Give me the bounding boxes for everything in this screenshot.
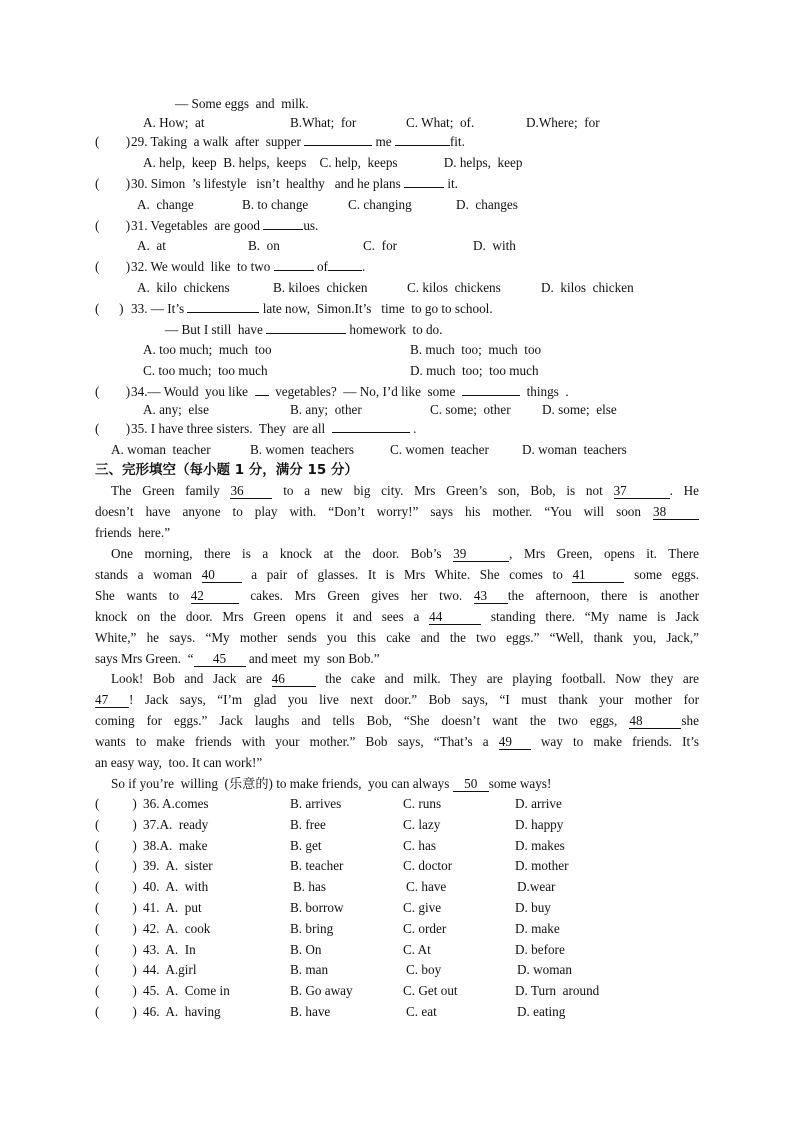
q35-blank[interactable] xyxy=(332,432,410,433)
passage-line-7: knock on the door. Mrs Green opens it and sees a 44 standing there. “My name is Jack xyxy=(95,609,699,624)
cloze-question-option-c: C. runs xyxy=(403,796,442,811)
passage-line-13: wants to make friends with your mother.” Bob says, “That’s a 49 way to make friends. It’s xyxy=(95,734,700,749)
q34-option-c: C. some; other xyxy=(430,402,511,417)
cloze-answer-paren[interactable]: ( ) xyxy=(95,879,137,895)
passage-line-1: The Green family 36 to a new big city. Mrs Green’s son, Bob, is not 37 . He xyxy=(111,483,699,498)
q34-blank-1[interactable] xyxy=(255,395,269,396)
q32-option-b: B. kiloes chicken xyxy=(273,280,368,295)
q28-option-c: C. What; of. xyxy=(406,115,475,130)
cloze-question-option-c: C. boy xyxy=(406,962,442,978)
q34-option-d: D. some; else xyxy=(542,402,617,417)
cloze-blank-38[interactable]: 38 xyxy=(653,505,699,520)
q34-blank-2[interactable] xyxy=(462,395,520,396)
cloze-blank-47[interactable]: 47 xyxy=(95,693,129,708)
cloze-question-option-a: 45. A. Come in xyxy=(143,983,230,999)
q34-option-b: B. any; other xyxy=(290,402,362,417)
cloze-answer-paren[interactable]: ( ) xyxy=(95,941,137,957)
cloze-question-option-c: C. has xyxy=(403,837,436,853)
cloze-blank-37[interactable]: 37 xyxy=(614,484,670,499)
q33-line2: — But I still have homework to do. xyxy=(165,322,443,337)
cloze-question-option-a: 39. A. sister xyxy=(143,858,213,874)
q32-option-a: A. kilo chickens xyxy=(137,280,230,295)
cloze-blank-39[interactable]: 39 xyxy=(453,547,509,562)
cloze-question-option-c: C. eat xyxy=(406,1004,437,1019)
passage-line-5: stands a woman 40 a pair of glasses. It is Mrs White. She comes to 41 some eggs. xyxy=(95,567,700,582)
q32-blank-2[interactable] xyxy=(328,270,362,271)
cloze-question-option-a: 40. A. with xyxy=(143,879,209,895)
q30-option-c: C. changing xyxy=(348,197,412,212)
q31-option-c: C. for xyxy=(363,238,398,253)
passage-line-11: 47 ! Jack says, “I’m glad you live next door.” Bob says, “I must thank your mother for xyxy=(95,692,699,707)
cloze-question-option-b: B. has xyxy=(293,879,326,895)
cloze-question-option-d: D. Turn around xyxy=(515,983,600,999)
q31-option-a: A. at xyxy=(137,238,166,253)
q32-blank-1[interactable] xyxy=(274,270,314,271)
cloze-question-option-d: D.wear xyxy=(517,879,556,895)
cloze-blank-49[interactable]: 49 xyxy=(499,735,531,750)
q31-option-b: B. on xyxy=(248,238,280,253)
cloze-answer-paren[interactable]: ( ) xyxy=(95,858,137,874)
q29-options: A. help, keep B. helps, keeps C. help, keeps D. helps, keep xyxy=(143,155,523,170)
cloze-answer-paren[interactable]: ( ) xyxy=(95,900,137,915)
cloze-question-option-d: D. eating xyxy=(517,1004,566,1019)
passage-line-2: doesn’t have anyone to play with. “Don’t worry!” says his mother. “You will soon 38 xyxy=(95,504,699,520)
passage-line-3: friends here.” xyxy=(95,525,171,540)
cloze-blank-50[interactable]: 50 xyxy=(453,777,489,792)
q30-option-d: D. changes xyxy=(456,197,518,212)
cloze-question-option-b: B. get xyxy=(290,837,322,853)
cloze-question-option-b: B. man xyxy=(290,962,329,978)
cloze-answer-paren[interactable]: ( ) xyxy=(95,816,137,832)
passage-line-15: So if you’re willing (乐意的) to make friends, you can always 50 some ways! xyxy=(111,776,552,791)
cloze-question-option-c: C. Get out xyxy=(403,983,458,999)
q29-blank-1[interactable] xyxy=(304,145,372,146)
cloze-question-option-a: 38.A. make xyxy=(143,837,208,853)
cloze-blank-40[interactable]: 40 xyxy=(202,568,242,583)
q35-option-b: B. women teachers xyxy=(250,442,354,457)
passage-line-12: coming for eggs.” Jack laughs and tells Bob, “She doesn’t want the two eggs, 48 she xyxy=(95,713,699,728)
cloze-question-option-a: 42. A. cook xyxy=(143,920,211,936)
cloze-blank-44[interactable]: 44 xyxy=(429,610,481,625)
q35-answer-paren[interactable]: ( ) xyxy=(95,421,131,436)
q30-option-a: A. change xyxy=(137,197,194,212)
q29-stem: 29. Taking a walk after supper me fit. xyxy=(131,134,465,149)
cloze-question-option-d: D. mother xyxy=(515,858,569,874)
q30-stem: 30. Simon ’s lifestyle isn’t healthy and he plans it. xyxy=(131,176,458,191)
q33-answer-paren[interactable]: ( ) xyxy=(95,301,124,316)
cloze-blank-46[interactable]: 46 xyxy=(272,672,316,687)
q33-option-a: A. too much; much too xyxy=(143,342,272,357)
cloze-question-option-b: B. free xyxy=(290,816,326,832)
passage-line-10: Look! Bob and Jack are 46 the cake and milk. They are playing football. Now they are xyxy=(111,671,699,686)
cloze-question-option-a: 37.A. ready xyxy=(143,816,209,832)
q31-option-d: D. with xyxy=(473,238,516,253)
cloze-blank-45[interactable]: 45 xyxy=(194,652,246,667)
cloze-answer-paren[interactable]: ( ) xyxy=(95,837,137,853)
q33-blank-1[interactable] xyxy=(187,312,259,313)
cloze-blank-42[interactable]: 42 xyxy=(191,589,239,604)
cloze-question-option-c: C. order xyxy=(403,920,447,936)
cloze-blank-36[interactable]: 36 xyxy=(230,484,272,499)
passage-line-14: an easy way, too. It can work!” xyxy=(95,755,263,770)
q34-stem: 34.— Would you like vegetables? — No, I’d like some things . xyxy=(131,384,569,399)
q28-answer-line: — Some eggs and milk. xyxy=(175,96,309,111)
passage-line-4: One morning, there is a knock at the door. Bob’s 39 , Mrs Green, opens it. There xyxy=(111,546,700,561)
cloze-question-option-c: C. have xyxy=(406,879,447,895)
q33-option-d: D. much too; too much xyxy=(410,363,539,378)
q34-option-a: A. any; else xyxy=(143,402,209,417)
q35-option-a: A. woman teacher xyxy=(111,442,211,457)
cloze-blank-43[interactable]: 43 xyxy=(474,589,508,604)
q29-blank-2[interactable] xyxy=(395,145,450,146)
cloze-question-option-d: D. buy xyxy=(515,900,551,915)
cloze-answer-paren[interactable]: ( ) xyxy=(95,1004,137,1019)
q32-option-c: C. kilos chickens xyxy=(407,280,501,295)
q28-option-a: A. How; at xyxy=(143,115,205,130)
section-3-heading: 三、完形填空（每小题 1 分，满分 15 分） xyxy=(95,462,358,478)
cloze-question-option-c: C. lazy xyxy=(403,816,441,832)
q30-answer-paren[interactable]: ( ) xyxy=(95,176,131,191)
cloze-blank-48[interactable]: 48 xyxy=(629,714,681,729)
passage-line-6: She wants to 42 cakes. Mrs Green gives her two. 43 the afternoon, there is another xyxy=(95,588,699,603)
passage-line-8: White,” he says. “My mother sends you this cake and the two eggs.” “Well, thank you, Jack,” xyxy=(95,630,699,645)
q35-option-d: D. woman teachers xyxy=(522,442,627,457)
cloze-question-option-b: B. Go away xyxy=(290,983,353,999)
q32-answer-paren[interactable]: ( ) xyxy=(95,259,131,274)
cloze-question-option-a: 43. A. In xyxy=(143,941,196,957)
q33-stem: 33. — It’s late now, Simon.It’s time to go to school. xyxy=(131,301,493,316)
q33-blank-2[interactable] xyxy=(266,333,346,334)
q32-stem: 32. We would like to two of . xyxy=(131,259,366,274)
cloze-question-option-a: 46. A. having xyxy=(143,1004,221,1019)
cloze-question-option-c: C. At xyxy=(403,941,431,957)
cloze-question-option-d: D. makes xyxy=(515,837,565,853)
q33-option-b: B. much too; much too xyxy=(410,342,542,357)
cloze-question-option-a: 41. A. put xyxy=(143,900,202,915)
cloze-question-option-d: D. arrive xyxy=(515,796,562,811)
q29-answer-paren[interactable]: ( ) xyxy=(95,134,131,149)
q31-answer-paren[interactable]: ( ) xyxy=(95,218,131,233)
q33-option-c: C. too much; too much xyxy=(143,363,268,378)
cloze-question-option-b: B. On xyxy=(290,941,322,957)
cloze-answer-paren[interactable]: ( ) xyxy=(95,796,137,811)
cloze-question-option-b: B. teacher xyxy=(290,858,344,874)
cloze-question-option-c: C. give xyxy=(403,900,442,915)
cloze-question-option-d: D. happy xyxy=(515,816,564,832)
cloze-answer-paren[interactable]: ( ) xyxy=(95,962,137,978)
q28-option-b: B.What; for xyxy=(290,115,357,130)
q32-option-d: D. kilos chicken xyxy=(541,280,634,295)
q28-option-d: D.Where; for xyxy=(526,115,600,130)
cloze-question-option-b: B. bring xyxy=(290,920,334,936)
q35-option-c: C. women teacher xyxy=(390,442,489,457)
cloze-question-option-a: 36. A.comes xyxy=(143,796,209,811)
q31-stem: 31. Vegetables are good us. xyxy=(131,218,319,233)
cloze-question-option-c: C. doctor xyxy=(403,858,453,874)
q34-answer-paren[interactable]: ( ) xyxy=(95,384,131,399)
cloze-question-option-d: D. before xyxy=(515,941,565,957)
cloze-answer-paren[interactable]: ( ) xyxy=(95,920,137,936)
cloze-question-option-d: D. woman xyxy=(517,962,572,978)
cloze-question-option-b: B. borrow xyxy=(290,900,344,915)
q35-stem: 35. I have three sisters. They are all . xyxy=(131,421,417,436)
q31-blank[interactable] xyxy=(263,229,303,230)
cloze-question-option-b: B. arrives xyxy=(290,796,342,811)
q30-blank[interactable] xyxy=(404,187,444,188)
cloze-question-option-b: B. have xyxy=(290,1004,331,1019)
cloze-blank-41[interactable]: 41 xyxy=(572,568,624,583)
cloze-question-option-a: 44. A.girl xyxy=(143,962,197,978)
q30-option-b: B. to change xyxy=(242,197,309,212)
passage-line-9: says Mrs Green. “ 45 and meet my son Bob.” xyxy=(95,651,380,666)
cloze-question-option-d: D. make xyxy=(515,920,560,936)
cloze-answer-paren[interactable]: ( ) xyxy=(95,983,137,999)
